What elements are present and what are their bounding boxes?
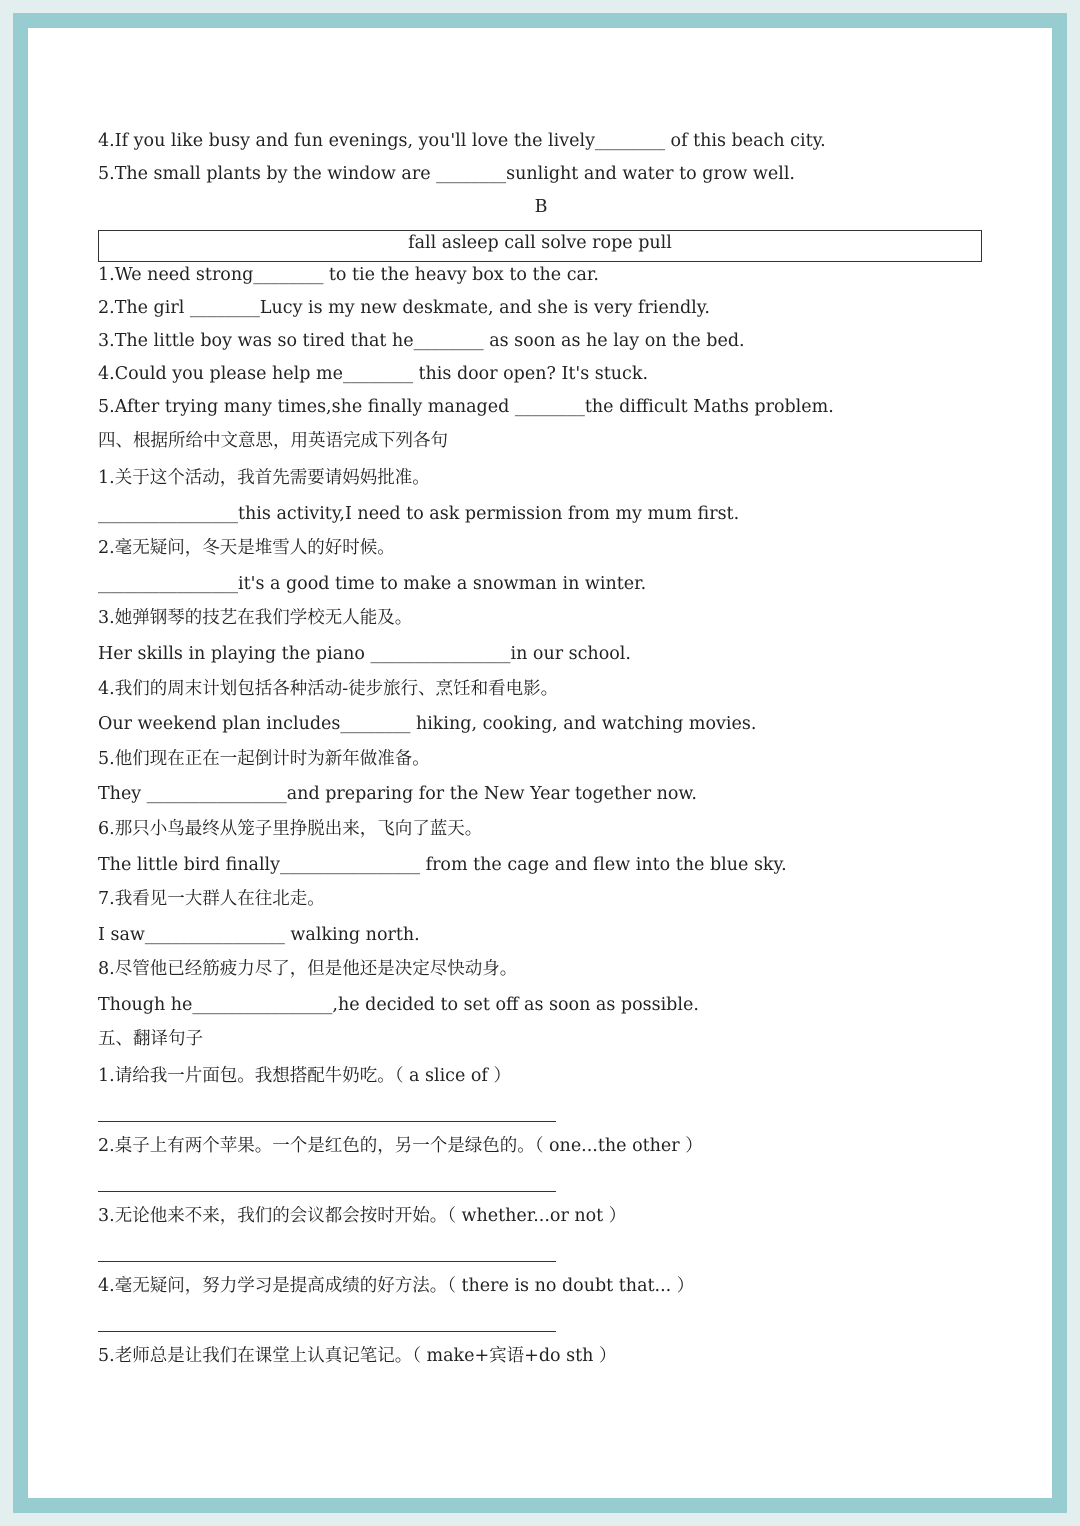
translation-prompt: 3.无论他来不来，我们的会议都会按时开始。（ whether...or not ） [98, 1206, 627, 1226]
answer-line[interactable] [98, 1191, 556, 1192]
english-sentence: ________________this activity,I need to ask permission from my mum first. [98, 504, 740, 524]
english-sentence: Her skills in playing the piano ________________in our school. [98, 644, 631, 664]
english-sentence: They ________________and preparing for the New Year together now. [98, 784, 697, 804]
question-line: 1.We need strong________ to tie the heavy box to the car. [98, 265, 599, 285]
chinese-prompt: 8.尽管他已经筋疲力尽了，但是他还是决定尽快动身。 [98, 959, 518, 979]
translation-prompt: 2.桌子上有两个苹果。一个是红色的，另一个是绿色的。（ one...the other ） [98, 1136, 703, 1156]
section-5-heading: 五、翻译句子 [98, 1029, 203, 1049]
chinese-prompt: 5.他们现在正在一起倒计时为新年做准备。 [98, 749, 430, 769]
answer-line[interactable] [98, 1121, 556, 1122]
chinese-prompt: 1.关于这个活动，我首先需要请妈妈批准。 [98, 468, 430, 488]
chinese-prompt: 3.她弹钢琴的技艺在我们学校无人能及。 [98, 608, 413, 628]
answer-line[interactable] [98, 1331, 556, 1332]
word-bank-box: fall asleep call solve rope pull [98, 230, 982, 262]
chinese-prompt: 2.毫无疑问，冬天是堆雪人的好时候。 [98, 538, 395, 558]
question-line: 3.The little boy was so tired that he________ as soon as he lay on the bed. [98, 331, 745, 351]
english-sentence: ________________it's a good time to make a snowman in winter. [98, 574, 647, 594]
chinese-prompt: 6.那只小鸟最终从笼子里挣脱出来，飞向了蓝天。 [98, 819, 483, 839]
english-sentence: The little bird finally________________ from the cage and flew into the blue sky. [98, 855, 787, 875]
english-sentence: Our weekend plan includes________ hiking, cooking, and watching movies. [98, 714, 757, 734]
section-b-title: B [534, 197, 548, 217]
question-line: 4.Could you please help me________ this door open? It's stuck. [98, 364, 649, 384]
translation-prompt: 5.老师总是让我们在课堂上认真记笔记。（ make+宾语+do sth ） [98, 1346, 617, 1366]
question-line: 4.If you like busy and fun evenings, you'll love the lively________ of this beach city. [98, 131, 826, 151]
english-sentence: Though he________________,he decided to set off as soon as possible. [98, 995, 699, 1015]
translation-prompt: 4.毫无疑问，努力学习是提高成绩的好方法。（ there is no doubt that... ） [98, 1276, 695, 1296]
question-line: 2.The girl ________Lucy is my new deskmate, and she is very friendly. [98, 298, 710, 318]
question-line: 5.The small plants by the window are ________sunlight and water to grow well. [98, 164, 795, 184]
answer-line[interactable] [98, 1261, 556, 1262]
chinese-prompt: 4.我们的周末计划包括各种活动-徒步旅行、烹饪和看电影。 [98, 679, 559, 699]
translation-prompt: 1.请给我一片面包。我想搭配牛奶吃。（ a slice of ） [98, 1066, 511, 1086]
section-4-heading: 四、根据所给中文意思，用英语完成下列各句 [98, 431, 448, 451]
english-sentence: I saw________________ walking north. [98, 925, 420, 945]
question-line: 5.After trying many times,she finally managed ________the difficult Maths problem. [98, 397, 834, 417]
chinese-prompt: 7.我看见一大群人在往北走。 [98, 889, 325, 909]
